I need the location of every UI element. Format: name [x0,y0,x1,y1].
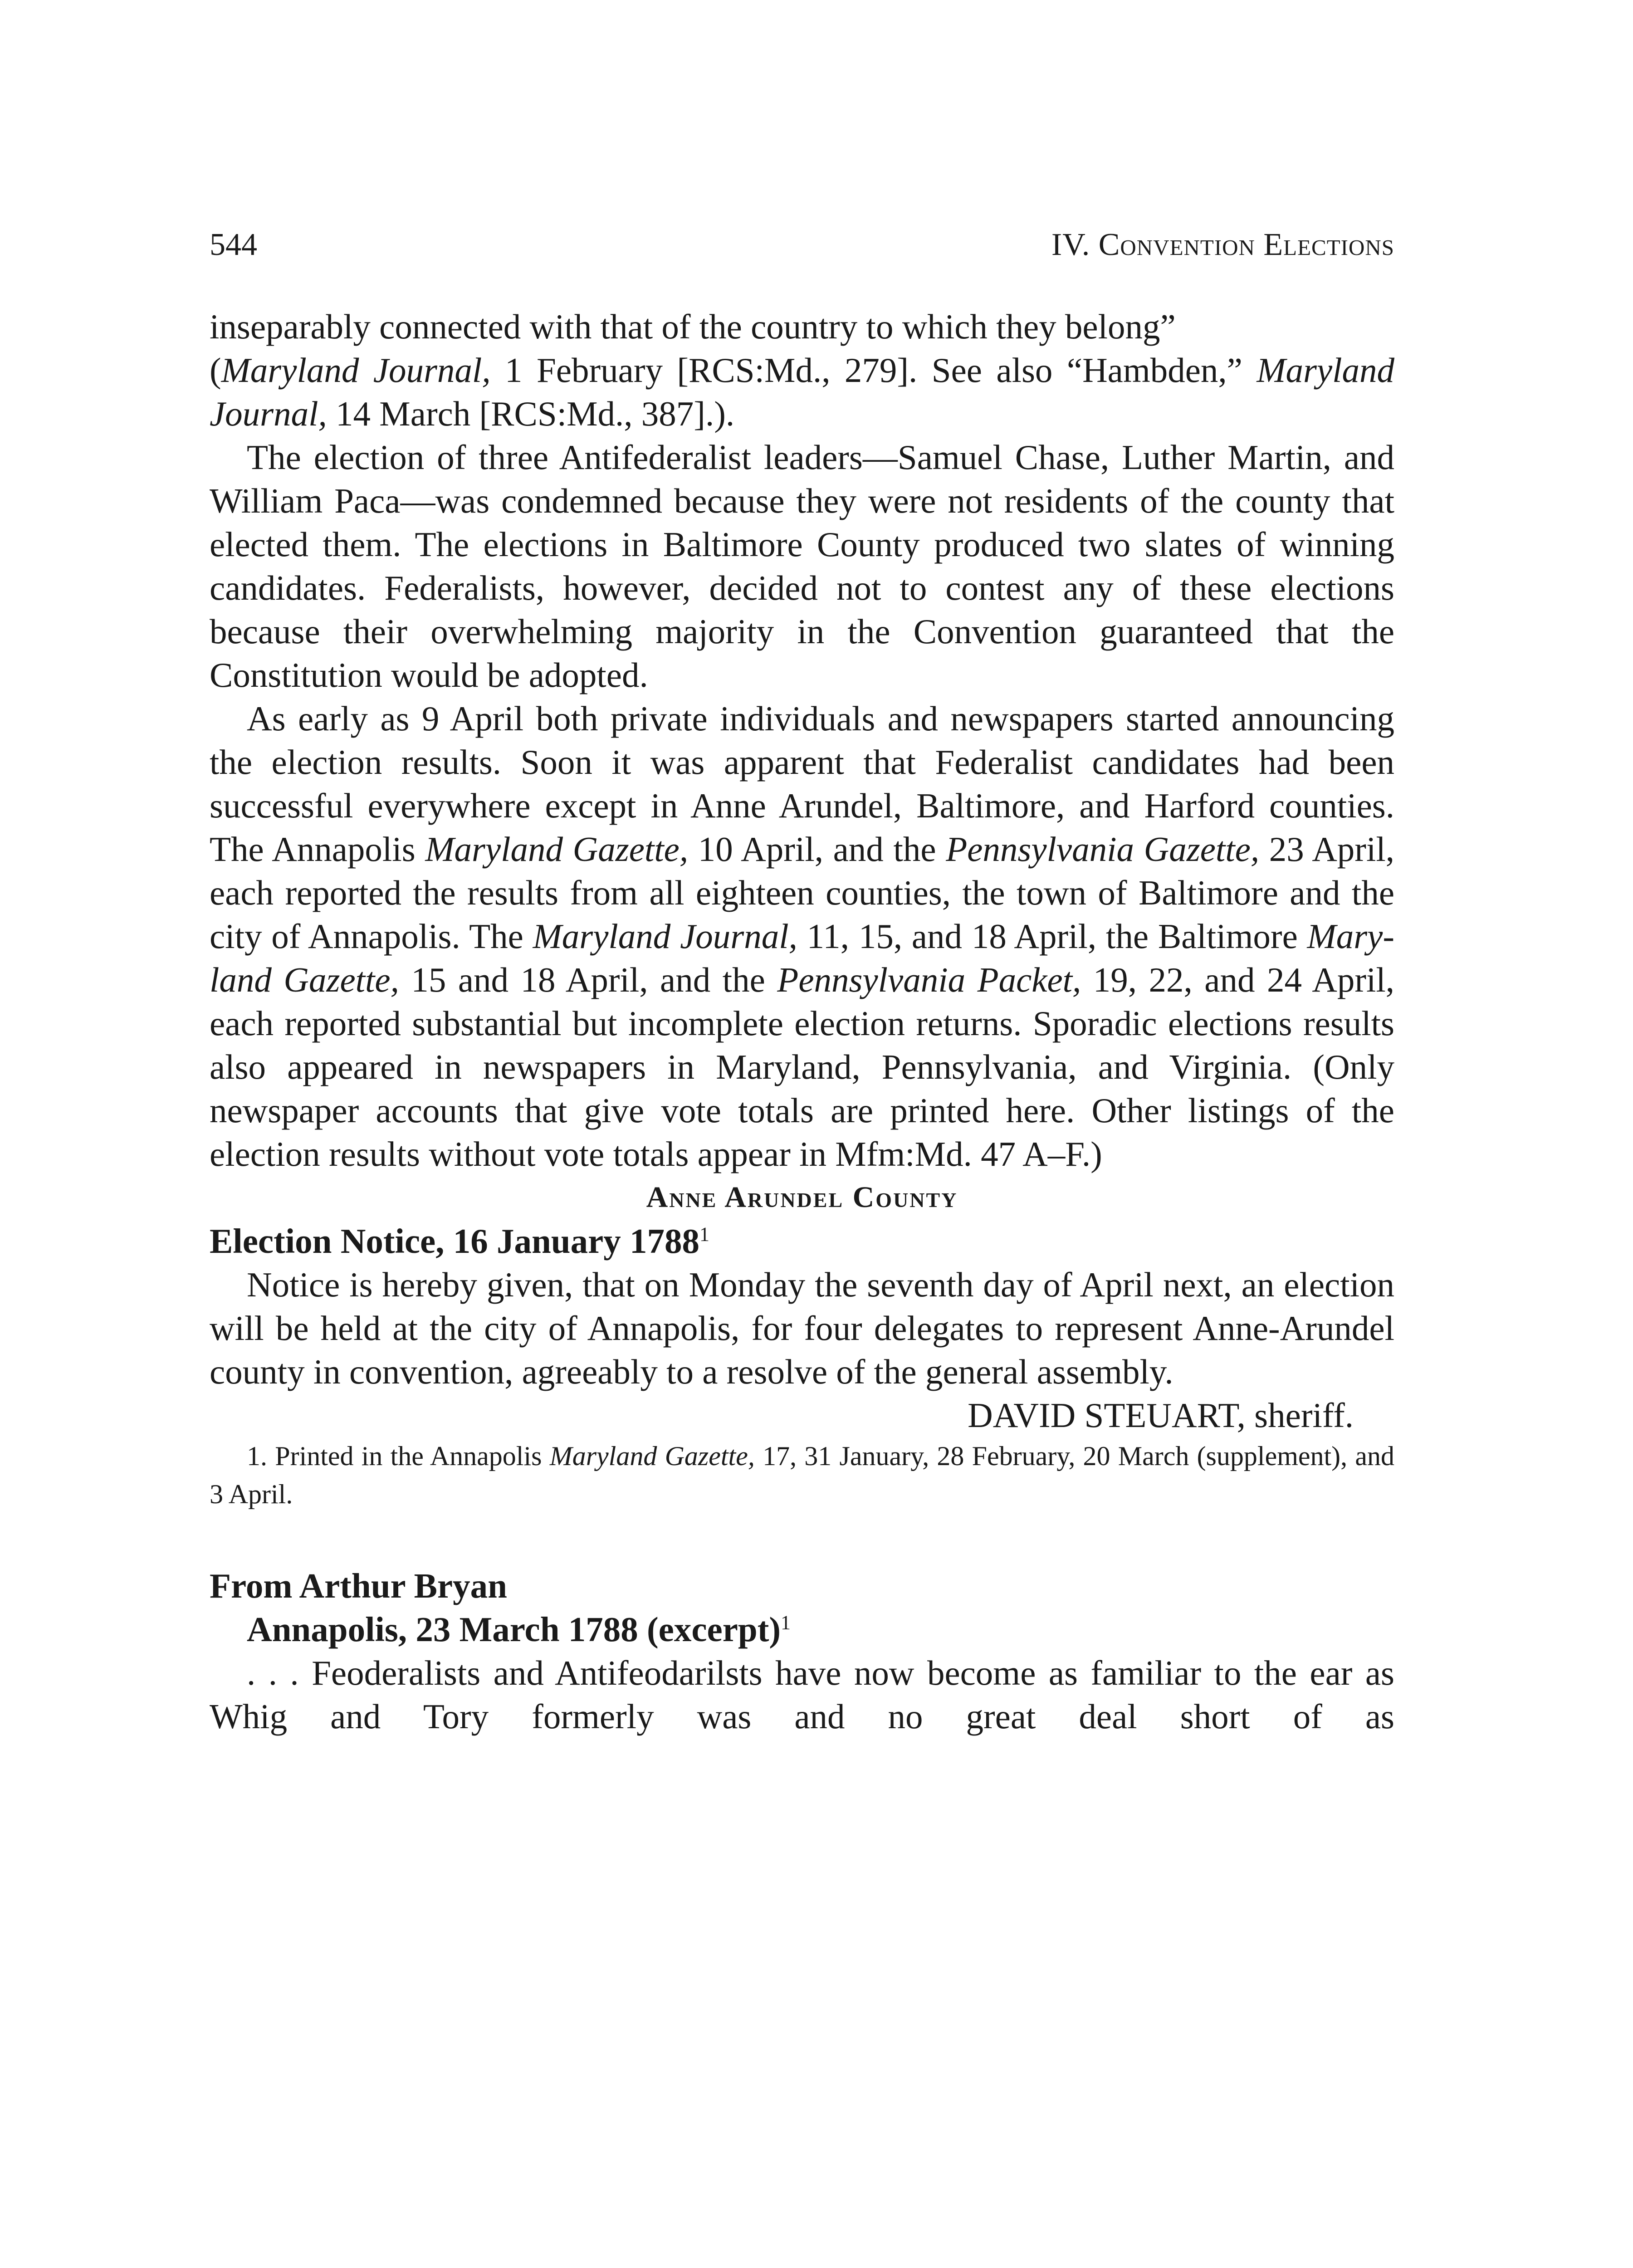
letter-place-date [210,1608,1394,1651]
letter-title: From Arthur Bryan [210,1566,507,1605]
page-body [210,305,1394,1738]
newspaper-title: Maryland Gazette, [549,1441,755,1471]
intro-p3-text: 10 April, and the [688,830,946,869]
intro-p1-text: 1 February [RCS:Md., 279]. See also “Hambden,” [490,351,1257,390]
intro-paragraph-1 [210,305,1394,435]
footnote-marker: 1 [699,1223,710,1246]
footnote [210,1437,1394,1513]
footnote-marker: 1 [781,1611,791,1634]
intro-paragraph-2: The election of three Antifederalist leaders—Samuel Chase, Luther Martin, and William Paca—was condemned because they were not residents of the county that elected them. The elections in Baltimore County produced two slates of winning candidates. Federalists, however, decided not to contest any of these elections because their overwhelming majority in the Convention guaranteed that the Constitution would be adopted. [210,438,1394,694]
document-title-text: Election Notice, 16 January 1788 [210,1222,700,1261]
signature: DAVID STEUART, sheriff. [968,1396,1354,1435]
newspaper-title: Pennsylvania Gazette, [946,830,1260,869]
section-heading: Anne Arundel County [646,1181,958,1214]
document-title [210,1219,1394,1263]
journal-title: Maryland Journal, [221,351,491,390]
newspaper-title: Pennsylvania Packet, [777,960,1081,999]
intro-p3-text: As early as 9 April both private individuals and newspapers started announcing the election results. Soon it was apparent that Federalist candidates had been successful everywhere except in Anne Arundel, Baltimore, and Harford counties. The Annapolis [210,699,1394,869]
page-number: 544 [210,227,257,262]
intro-p3-text: 15 and 18 April, and the [399,960,777,999]
intro-paragraph-3 [210,697,1394,1176]
running-head: IV. Convention Elections [1051,227,1394,262]
letter-place-date-text: Annapolis, 23 March 1788 (excerpt) [247,1610,781,1649]
footnote-text: 17, 31 January, 28 February, 20 March (supplement), and 3 April. [210,1441,1394,1509]
newspaper-title: Maryland Journal, [533,917,797,956]
page-header [210,227,1394,281]
intro-p3-text: 11, 15, and 18 April, the Baltimore [797,917,1307,956]
intro-p1-paren: ( [210,351,221,390]
journal-title: Maryland Journal, [210,351,1394,433]
election-notice-text: Notice is hereby given, that on Monday the seventh day of April next, an election will be held at the city of Annapolis, for four delegates to represent Anne-Arundel county in convention, agreeably to a resolve of the general assembly. [210,1265,1394,1391]
newspaper-title: Maryland Gazette, [425,830,689,869]
intro-p1-line1: inseparably connected with that of the country to which they belong” [210,307,1176,346]
letter-text: . . . Feoderalists and Antifeodarilsts have now become as familiar to the ear as Whig and Tory formerly was and no great deal short of as [210,1653,1394,1736]
intro-p1-text: 14 March [RCS:Md., 387].). [327,394,735,433]
footnote-text: 1. Printed in the Annapolis [247,1441,550,1471]
intro-p3-text: 19, 22, and 24 April, each reported substantial but incomplete election returns. Sporadic elections results also appeared in newspapers in Maryland, Pennsylvania, and Virginia. (Only newspaper accounts that give vote totals are printed here. Other listings of the election results without vote totals appear in Mfm:Md. 47 A–F.) [210,960,1394,1173]
intro-p3-text: 23 April, each reported the results from all eighteen counties, the town of Baltimore and the city of Annapolis. The [210,830,1394,956]
newspaper-title: Maryland Gazette, [210,917,1394,999]
